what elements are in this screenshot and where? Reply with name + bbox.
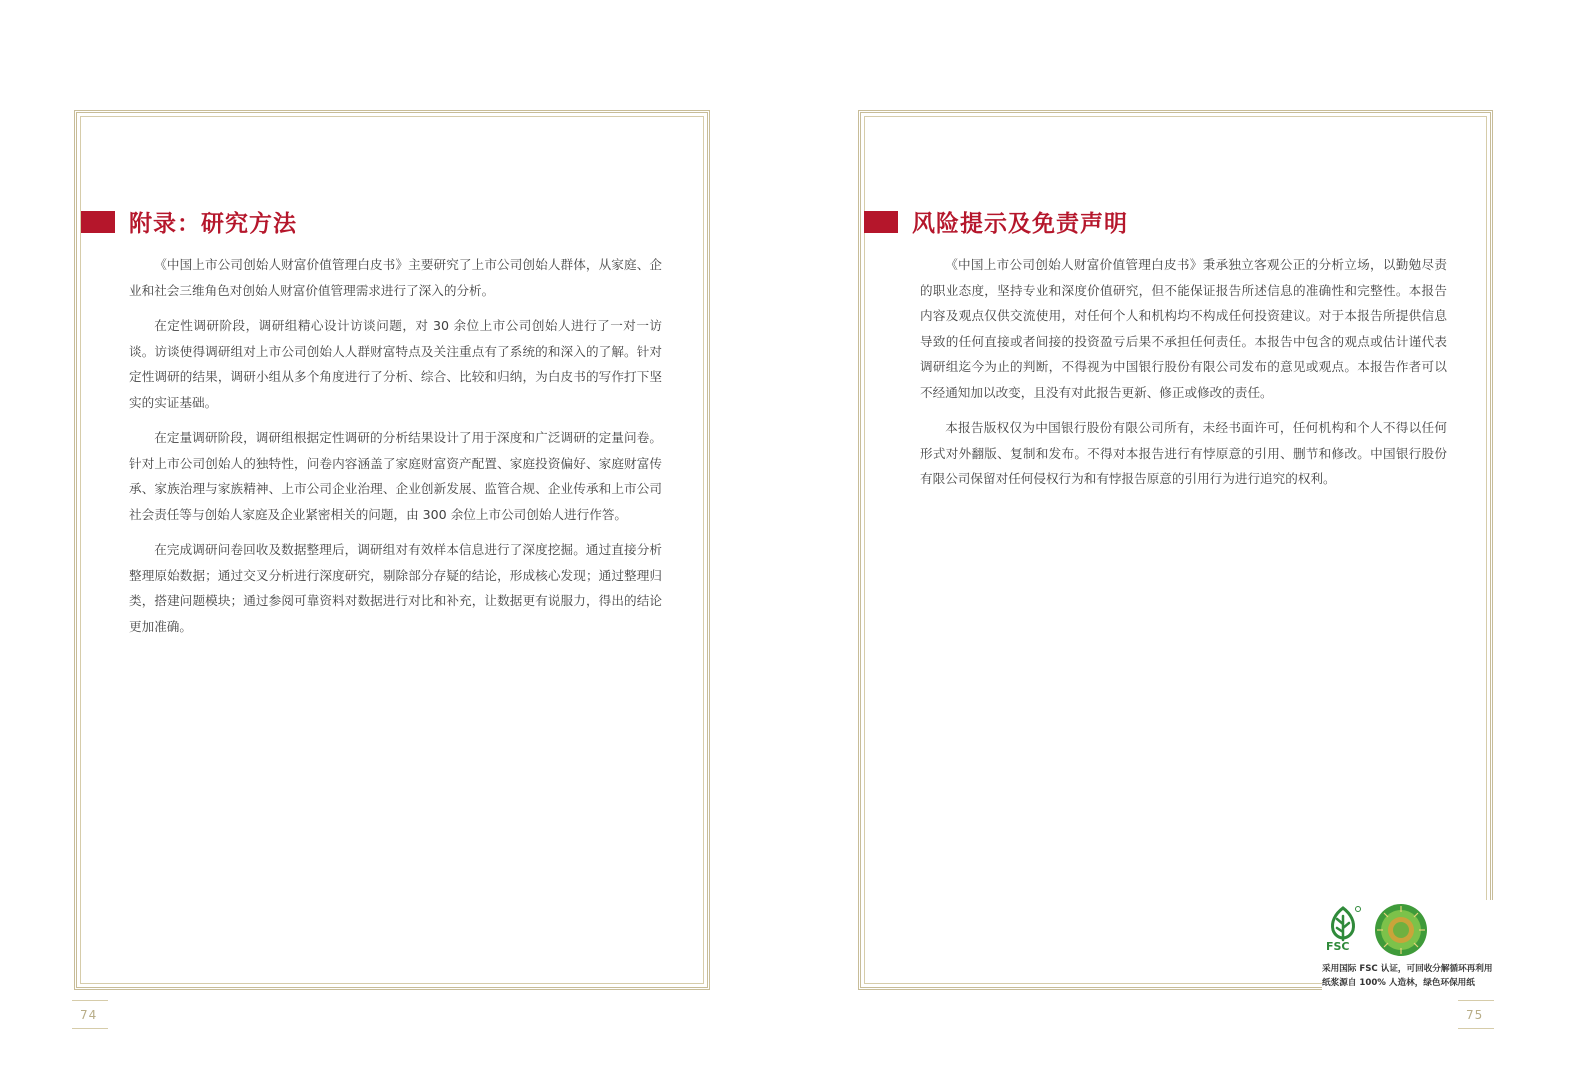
left-heading (81, 205, 297, 238)
badge-caption (1322, 962, 1502, 990)
fsc-label: FSC (1326, 940, 1350, 953)
left-paragraph-3: 在定量调研阶段，调研组根据定性调研的分析结果设计了用于深度和广泛调研的定量问卷。针对上市公司创始人的独特性，问卷内容涵盖了家庭财富资产配置、家庭投资偏好、家庭财富传承、家族治理与家族精神、上市公司企业治理、企业创新发展、监管合规、企业传承和上市公司社会责任等与创始人家庭及企业紧密相关的问题，由 300 余位上市公司创始人进行作答。 (129, 430, 662, 522)
right-heading-marker (864, 211, 898, 233)
badge-caption-line-1: 采用国际 FSC 认证，可回收分解循环再利用 (1322, 964, 1493, 974)
left-paragraph-1: 《中国上市公司创始人财富价值管理白皮书》主要研究了上市公司创始人群体，从家庭、企业和社会三维角色对创始人财富价值管理需求进行了深入的分析。 (129, 257, 662, 298)
right-body (920, 252, 1447, 502)
right-paragraph-2: 本报告版权仅为中国银行股份有限公司所有，未经书面许可，任何机构和个人不得以任何形式对外翻版、复制和发布。不得对本报告进行有悖原意的引用、删节和修改。中国银行股份有限公司保留对任何侵权行为和有悖报告原意的引用行为进行追究的权利。 (920, 420, 1447, 486)
badge-caption-line-2: 纸浆源自 100% 人造林，绿色环保用纸 (1322, 978, 1475, 988)
left-page-number-rule-bottom (72, 1028, 108, 1029)
left-heading-marker (81, 211, 115, 233)
right-page-number-rule-top (1458, 1000, 1494, 1001)
right-paragraph-1: 《中国上市公司创始人财富价值管理白皮书》秉承独立客观公正的分析立场，以勤勉尽责的职业态度，坚持专业和深度价值研究，但不能保证报告所述信息的准确性和完整性。本报告内容及观点仅供交流使用，对任何个人和机构均不构成任何投资建议。对于本报告所提供信息导致的任何直接或者间接的投资盈亏后果不承担任何责任。本报告中包含的观点或估计谨代表调研组迄今为止的判断，不得视为中国银行股份有限公司发布的意见或观点。本报告作者可以不经通知加以改变，且没有对此报告更新、修正或修改的责任。 (920, 257, 1447, 400)
left-paragraph-2: 在定性调研阶段，调研组精心设计访谈问题，对 30 余位上市公司创始人进行了一对一访谈。访谈使得调研组对上市公司创始人人群财富特点及关注重点有了系统的和深入的了解。针对定性调研的结果，调研小组从多个角度进行了分析、综合、比较和归纳，为白皮书的写作打下坚实的实证基础。 (129, 318, 662, 410)
right-page-frame-inner (864, 116, 1487, 984)
right-page-number-rule-bottom (1458, 1028, 1494, 1029)
left-body (129, 252, 662, 649)
left-heading-title: 附录：研究方法 (129, 210, 297, 237)
left-page-number-text: 74 (80, 1008, 98, 1022)
right-page-number (1466, 1008, 1483, 1022)
right-heading (864, 205, 1128, 238)
left-paragraph-4: 在完成调研问卷回收及数据整理后，调研组对有效样本信息进行了深度挖掘。通过直接分析整理原始数据；通过交叉分析进行深度研究，剔除部分存疑的结论，形成核心发现；通过整理归类，搭建问题模块；通过参阅可靠资料对数据进行对比和补充，让数据更有说服力，得出的结论更加准确。 (129, 542, 662, 634)
right-page-frame (858, 110, 1493, 990)
certification-badges (1322, 900, 1502, 1000)
right-heading-title: 风险提示及免责声明 (912, 210, 1128, 237)
right-page-number-text: 75 (1466, 1008, 1484, 1022)
left-page-number (80, 1008, 97, 1022)
left-page-number-rule-top (72, 1000, 108, 1001)
green-paper-seal-icon (1374, 903, 1428, 957)
